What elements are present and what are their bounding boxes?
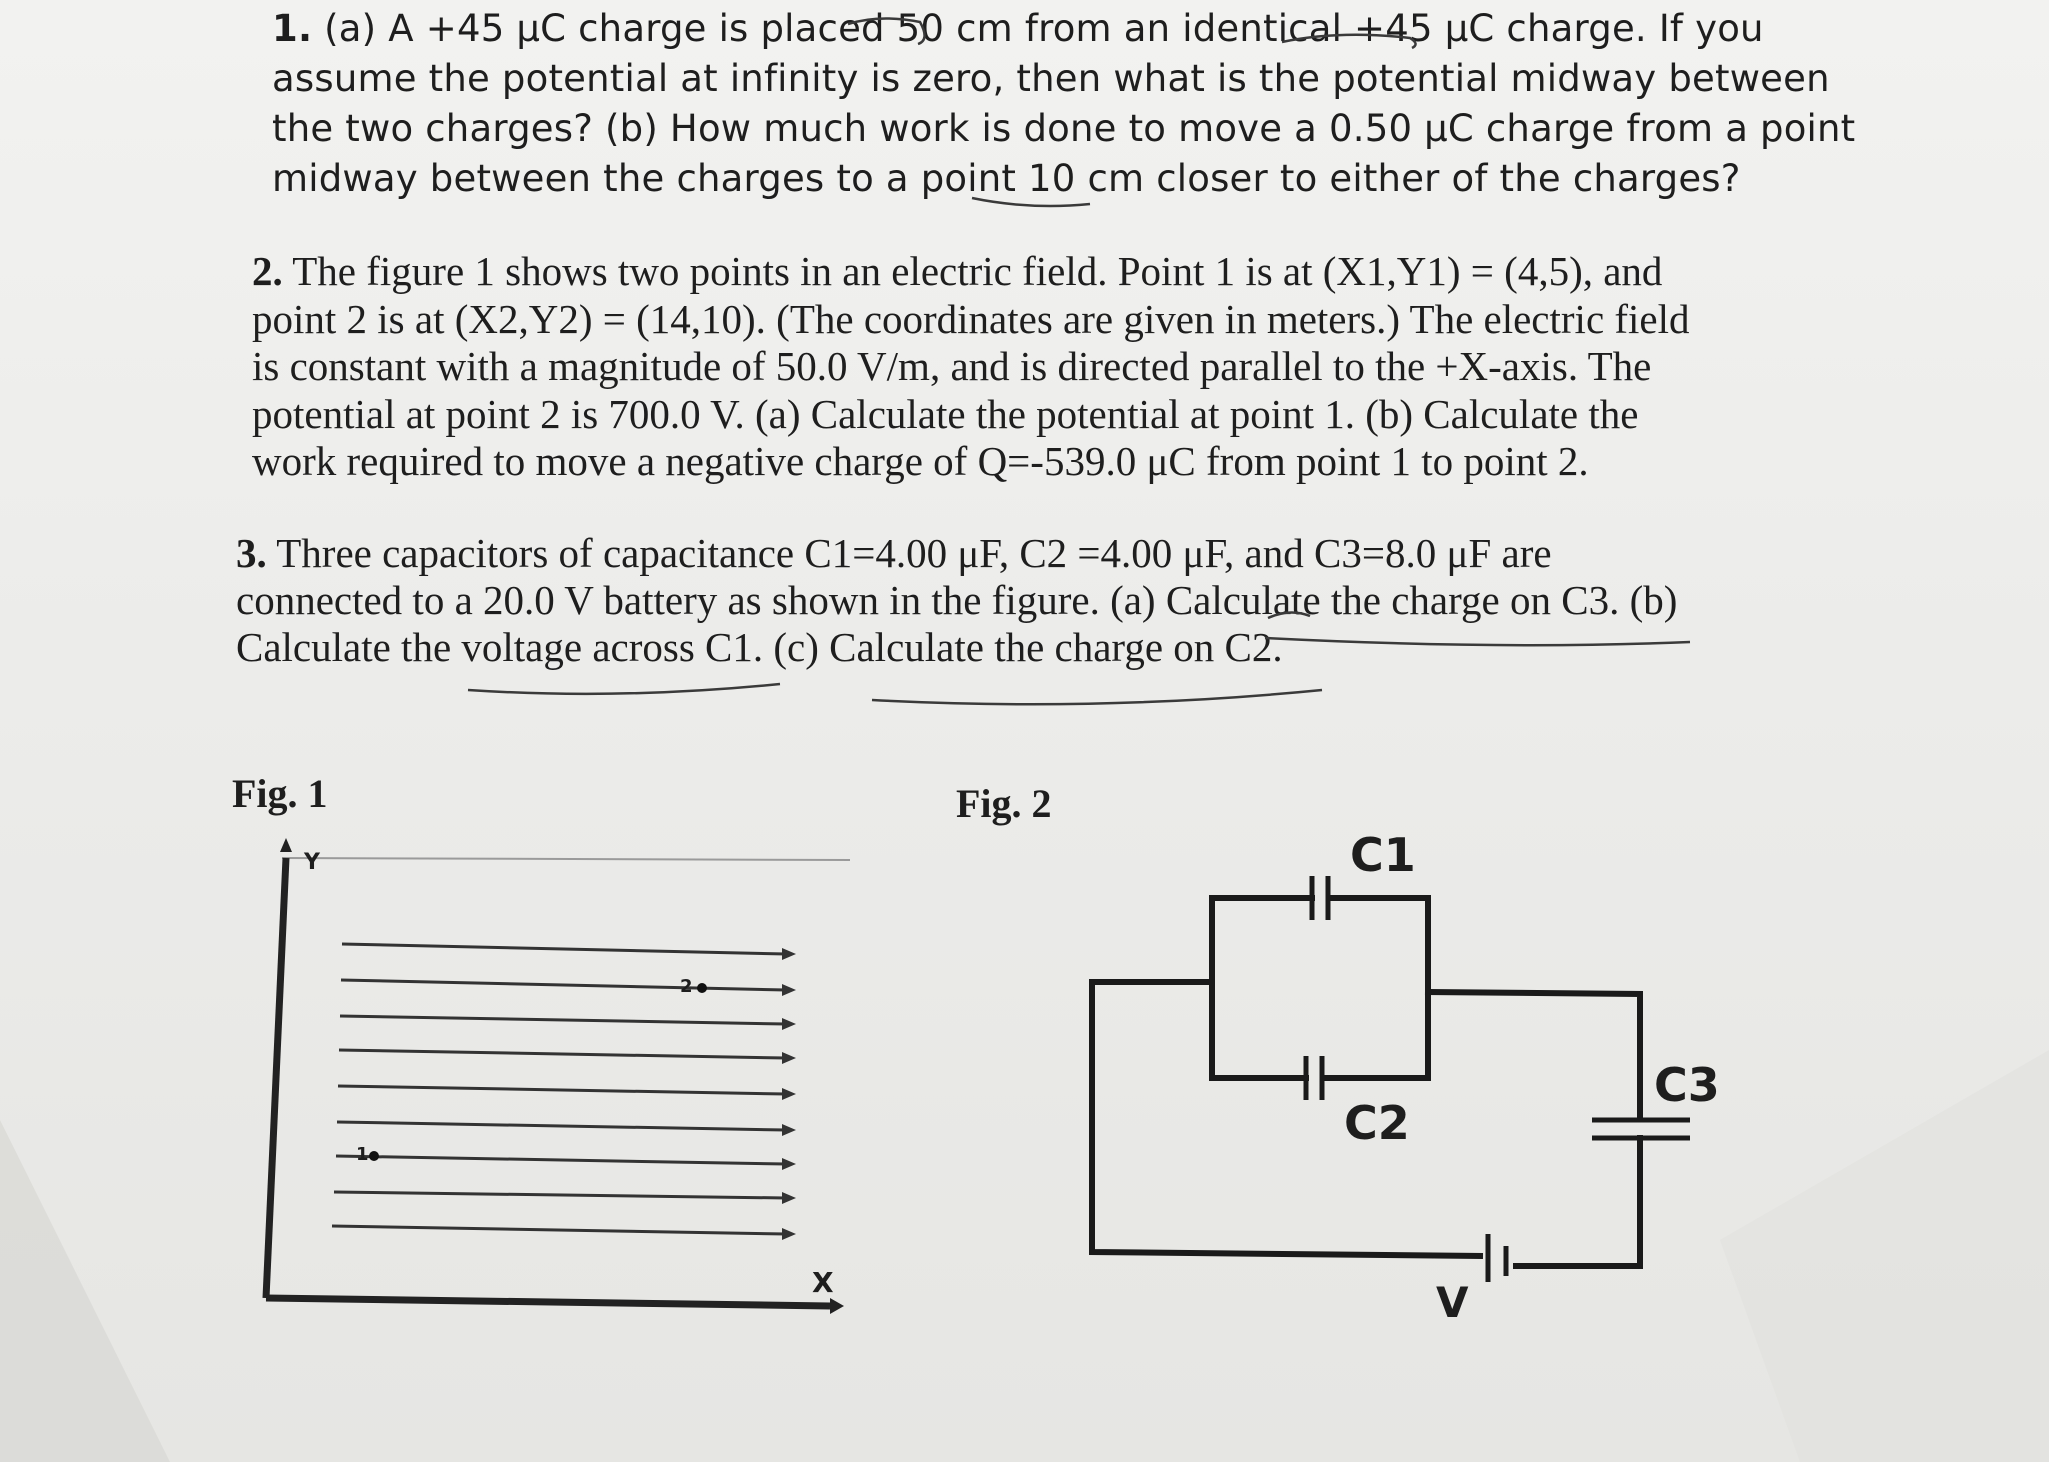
wire-c3-to-battery xyxy=(1516,1138,1640,1266)
problem-3-line-2: connected to a 20.0 V battery as shown in the figure. (a) Calculate the charge on C3. (b) xyxy=(236,577,1678,623)
battery-symbol xyxy=(1488,1234,1506,1282)
wire-c1-right xyxy=(1330,898,1428,990)
problem-1-line-1: 1. (a) A +45 μC charge is placed 50 cm from an identical +45 μC charge. If you xyxy=(272,7,1764,50)
capacitor-c2-symbol xyxy=(1306,1056,1322,1100)
wire-c2-left xyxy=(1212,980,1306,1078)
wire-outer-left xyxy=(1092,982,1480,1256)
wire-c1-left xyxy=(1212,898,1312,980)
problem-3-line-1: 3. Three capacitors of capacitance C1=4.00 μF, C2 =4.00 μF, and C3=8.0 μF are xyxy=(236,530,1552,576)
problem-2-line-3: is constant with a magnitude of 50.0 V/m, and is directed parallel to the +X-axis. The xyxy=(252,343,1652,389)
capacitor-c1-symbol xyxy=(1312,876,1328,920)
problem-1-line-2: assume the potential at infinity is zero, then what is the potential midway between xyxy=(272,57,1830,100)
figure-1-y-label: Y xyxy=(304,850,320,875)
c2-label: C2 xyxy=(1344,1096,1410,1150)
point-1-label: 1 xyxy=(356,1144,369,1165)
problem-3-line-3: Calculate the voltage across C1. (c) Calculate the charge on C2. xyxy=(236,624,1283,670)
wire-to-c3-top xyxy=(1428,992,1640,1118)
point-2-label: 2 xyxy=(680,976,693,997)
problem-2-line-5: work required to move a negative charge of Q=-539.0 μC from point 1 to point 2. xyxy=(252,438,1589,484)
problem-2-line-1: 2. The figure 1 shows two points in an electric field. Point 1 is at (X1,Y1) = (4,5), and xyxy=(252,248,1663,294)
figure-1-label: Fig. 1 xyxy=(232,771,328,816)
problem-1-line-4: midway between the charges to a point 10 cm closer to either of the charges? xyxy=(272,157,1741,200)
problem-3-number: 3. xyxy=(236,530,267,576)
problem-2-number: 2. xyxy=(252,248,283,294)
problem-2-line-2: point 2 is at (X2,Y2) = (14,10). (The coordinates are given in meters.) The electric field xyxy=(252,295,1690,342)
problem-2-line-4: potential at point 2 is 700.0 V. (a) Calculate the potential at point 1. (b) Calculate the xyxy=(252,390,1639,437)
c3-label: C3 xyxy=(1654,1058,1720,1112)
problem-1-line-3: the two charges? (b) How much work is done to move a 0.50 μC charge from a point xyxy=(272,107,1856,150)
problem-1-number: 1. xyxy=(272,7,313,50)
battery-label: V xyxy=(1436,1278,1469,1327)
figure-2-label: Fig. 2 xyxy=(956,781,1052,826)
c1-label: C1 xyxy=(1350,828,1416,882)
circuit-wires xyxy=(1092,898,1640,1266)
figure-1-x-label: X xyxy=(812,1266,834,1299)
wire-c2-right xyxy=(1324,990,1428,1078)
